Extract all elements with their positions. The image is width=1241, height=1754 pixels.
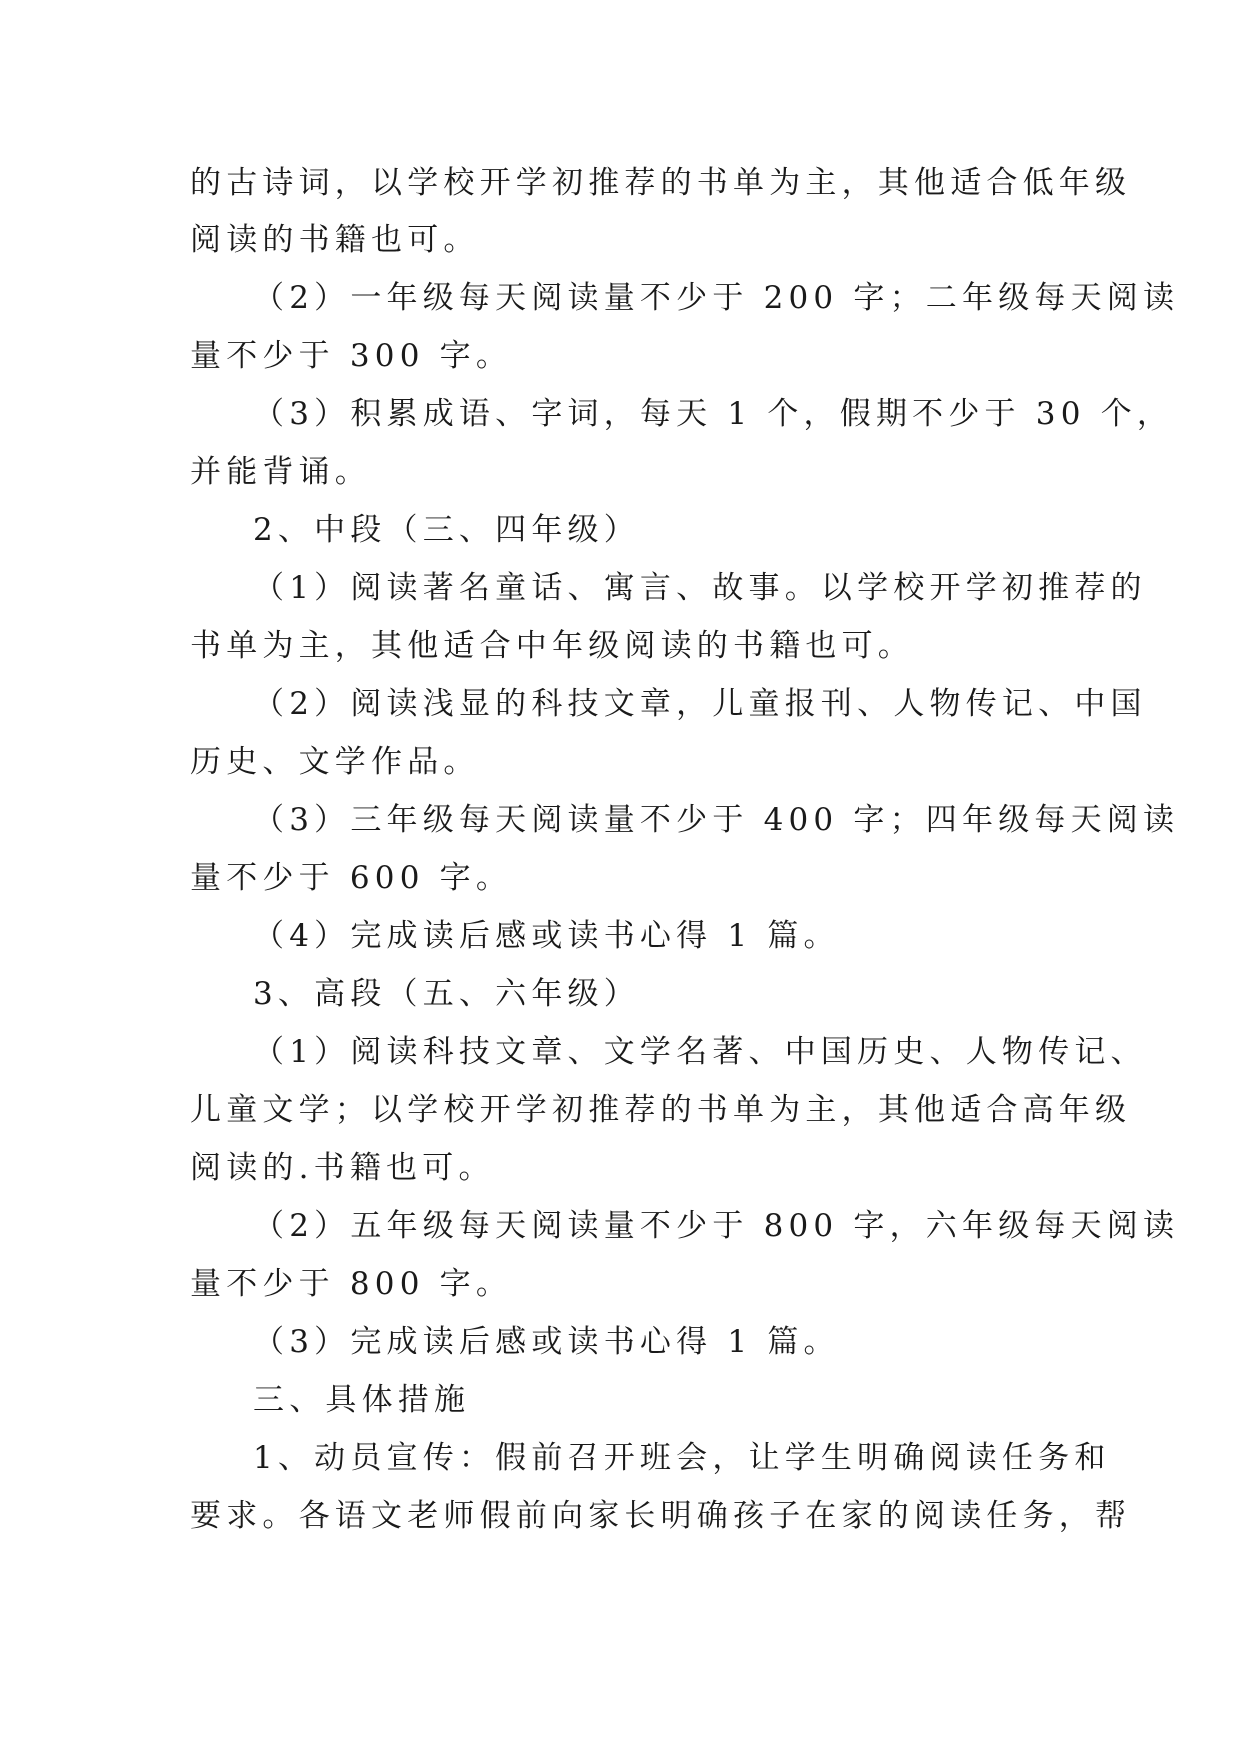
section-heading: 2、中段（三、四年级） <box>253 512 640 548</box>
text-line: 量不少于 600 字。 <box>190 860 513 896</box>
text-line: （3）完成读后感或读书心得 1 篇。 <box>253 1324 840 1360</box>
text-line: 历史、文学作品。 <box>190 744 480 780</box>
text-line: 的古诗词，以学校开学初推荐的书单为主，其他适合低年级 <box>190 165 1132 201</box>
text-line: （2）五年级每天阅读量不少于 800 字，六年级每天阅读 <box>253 1208 1180 1244</box>
text-line: 阅读的.书籍也可。 <box>190 1150 495 1186</box>
text-line: 要求。各语文老师假前向家长明确孩子在家的阅读任务，帮 <box>190 1498 1132 1534</box>
text-line: （2）一年级每天阅读量不少于 200 字；二年级每天阅读 <box>253 280 1180 316</box>
text-line: （3）积累成语、字词，每天 1 个，假期不少于 30 个， <box>253 396 1174 432</box>
text-line: （1）阅读科技文章、文学名著、中国历史、人物传记、 <box>253 1034 1147 1070</box>
section-heading: 三、具体措施 <box>253 1382 471 1418</box>
text-line: 并能背诵。 <box>190 454 371 490</box>
text-line: 书单为主，其他适合中年级阅读的书籍也可。 <box>190 628 914 664</box>
text-line: 量不少于 300 字。 <box>190 338 513 374</box>
section-heading: 3、高段（五、六年级） <box>253 976 640 1012</box>
text-line: 量不少于 800 字。 <box>190 1266 513 1302</box>
text-line: （2）阅读浅显的科技文章，儿童报刊、人物传记、中国 <box>253 686 1147 722</box>
text-line: （3）三年级每天阅读量不少于 400 字；四年级每天阅读 <box>253 802 1180 838</box>
text-line: （1）阅读著名童话、寓言、故事。以学校开学初推荐的 <box>253 570 1147 606</box>
text-line: 儿童文学；以学校开学初推荐的书单为主，其他适合高年级 <box>190 1092 1132 1128</box>
text-line: 阅读的书籍也可。 <box>190 222 480 258</box>
text-line: （4）完成读后感或读书心得 1 篇。 <box>253 918 840 954</box>
text-line: 1、动员宣传：假前召开班会，让学生明确阅读任务和 <box>253 1440 1111 1476</box>
